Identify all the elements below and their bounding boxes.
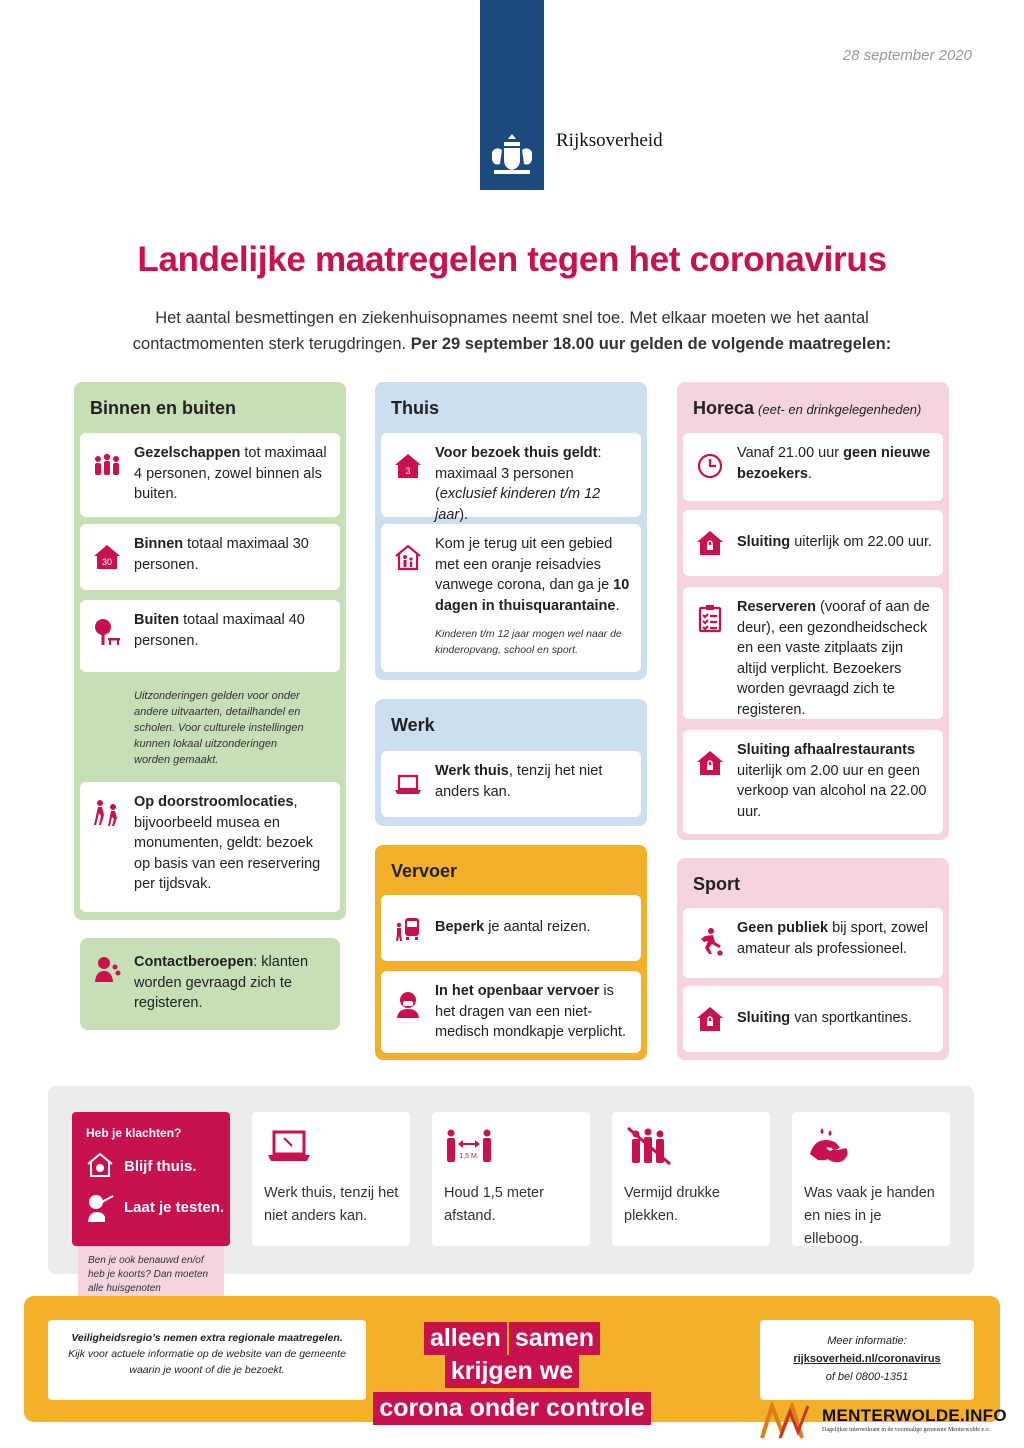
card-text-bold: Gezelschappen [134, 445, 241, 461]
card-text [435, 981, 631, 1043]
card-reserveren [683, 587, 943, 719]
slogan [358, 1322, 668, 1425]
horeca-subtitle: (eet- en drinkgelegenheden) [758, 402, 922, 417]
football-player-icon [695, 926, 725, 956]
intro-line-1: Het aantal besmettingen en ziekenhuisopnames neemt snel toe. Met elkaar moeten we het aantal [155, 309, 869, 327]
no-crowd-icon [624, 1126, 674, 1166]
card-geen-publiek [683, 908, 943, 978]
tip-afstand [432, 1112, 590, 1246]
card-geen-nieuwe-bezoekers [683, 433, 943, 501]
tree-bench-icon [92, 618, 122, 648]
card-text [435, 534, 631, 616]
info-phone: of bel 0800-1351 [825, 1371, 909, 1383]
card-text-bold: Buiten [134, 612, 180, 628]
card-sluiting-horeca [683, 510, 943, 576]
slogan-word: corona onder controle [373, 1392, 650, 1425]
crest-icon [486, 128, 538, 180]
card-text-rest: uiterlijk om 22.00 uur. [790, 534, 933, 550]
card-text [435, 443, 631, 525]
train-traveler-icon [393, 913, 423, 943]
intro-text [120, 305, 904, 357]
card-text-bold: In het openbaar vervoer [435, 983, 600, 999]
panel-title: Thuis [391, 398, 439, 418]
tip-text: Was vaak je handen en nies in je elleboog. [804, 1185, 935, 1247]
card-text [134, 443, 330, 505]
card-text-rest: Vanaf 21.00 uur [737, 445, 844, 461]
info-label: Meer informatie: [827, 1335, 907, 1347]
panel-sport [677, 858, 949, 1060]
card-text-rest: je aantal reizen. [484, 919, 591, 935]
card-text-bold: Contactberoepen [134, 954, 254, 970]
slogan-word: samen [509, 1322, 600, 1355]
card-text [737, 597, 933, 720]
tip-werk-thuis [252, 1112, 410, 1246]
card-text-bold: Geen publiek [737, 920, 829, 936]
panel-horeca [677, 382, 949, 840]
card-thuisquarantaine [381, 524, 641, 672]
card-text [737, 918, 933, 959]
card-text [435, 761, 631, 802]
footer-regional-text: Kijk voor actuele informatie op de website van de gemeente waarin je woont of die je bezoekt. [68, 1348, 346, 1376]
handwash-icon [804, 1126, 854, 1166]
card-text [134, 610, 330, 651]
panel-vervoer [375, 845, 647, 1060]
card-text-italic: exclusief kinderen t/m 12 jaar [435, 486, 601, 523]
card-text-rest: tot maximaal 4 personen, zowel binnen als buiten. [134, 445, 327, 502]
contactberoepen-text [134, 952, 334, 1014]
info-link[interactable]: rijksoverheid.nl/coronavirus [793, 1353, 941, 1365]
tip-text: Houd 1,5 meter afstand. [444, 1185, 544, 1224]
locked-house-icon [695, 528, 725, 558]
klachten-heading: Heb je klachten? [86, 1126, 182, 1140]
panel-title: Sport [693, 874, 740, 894]
card-text-rest: totaal maximaal 40 personen. [134, 612, 305, 649]
card-bezoek-thuis [381, 433, 641, 523]
card-text-bold: Beperk [435, 919, 485, 935]
laptop-icon [264, 1126, 314, 1166]
tip-text: Vermijd drukke plekken. [624, 1185, 720, 1224]
card-binnen [80, 524, 340, 590]
panel-title: Vervoer [391, 861, 458, 881]
card-text-end: . [615, 597, 620, 614]
card-beperk-reizen [381, 895, 641, 961]
social-distance-icon [444, 1126, 494, 1166]
slogan-word: krijgen we [445, 1355, 579, 1388]
card-text-rest: bij sport, zowel amateur als professioneel. [737, 920, 928, 957]
tip-text: Werk thuis, tenzij het niet anders kan. [264, 1185, 399, 1224]
hairdresser-icon [92, 954, 122, 984]
panel-thuis [375, 382, 647, 680]
face-mask-icon [393, 989, 423, 1019]
intro-line-2-bold: Per 29 september 18.00 uur gelden de volgende maatregelen: [410, 335, 892, 353]
walking-people-icon [92, 798, 122, 828]
tip-drukke-plekken [612, 1112, 770, 1246]
group-icon [92, 451, 122, 481]
card-text-rest: , bijvoorbeeld musea en monumenten, geldt: bezoek op basis van een reservering per tijdsvak. [134, 794, 321, 892]
card-text [737, 532, 933, 553]
card-text-end: ). [459, 506, 469, 523]
intro-line-2 [120, 331, 904, 357]
card-buiten [80, 600, 340, 672]
footer-regional-bold: Veiligheidsregio’s nemen extra regionale maatregelen. [71, 1332, 343, 1344]
card-text-rest: : klanten worden gevraagd zich te registeren. [134, 954, 309, 1011]
panel-binnen-buiten [74, 382, 346, 920]
card-text-rest: , tenzij het niet anders kan. [435, 763, 603, 800]
laptop-icon [393, 769, 423, 799]
panel-title: Binnen en buiten [90, 398, 236, 418]
card-text-bold: Binnen [134, 536, 184, 552]
card-text [134, 792, 330, 895]
intro-line-2-normal: contactmomenten sterk terugdringen. [132, 335, 411, 353]
house-30-icon [92, 542, 122, 572]
page-title: Landelijke maatregelen tegen het coronavirus [137, 240, 887, 279]
brand-name: Rijksoverheid [556, 130, 663, 151]
card-text-rest: uiterlijk om 2.00 uur en geen verkoop van alcohol na 22.00 uur. [737, 762, 927, 820]
card-text [737, 740, 933, 822]
panel-title [693, 398, 921, 419]
klachten-line1: Blijf thuis. [124, 1158, 197, 1175]
house-badge: 3 [405, 466, 411, 476]
klachten-note: Ben je ook benauwd en/of heb je koorts? Dan moeten alle huisgenoten [78, 1246, 224, 1308]
card-text-bold: Sluiting [737, 534, 791, 550]
card-text-bold: Voor bezoek thuis geldt [435, 445, 598, 461]
test-swab-icon [86, 1192, 114, 1222]
card-text-rest: Kom je terug uit een gebied met een oranje reisadvies vanwege corona, dan ga je [435, 536, 614, 593]
card-text [134, 534, 330, 575]
card-text-rest: van sportkantines. [790, 1010, 912, 1026]
footer-regional-box [48, 1320, 366, 1400]
locked-house-icon [695, 1004, 725, 1034]
exceptions-note: Uitzonderingen gelden voor onder andere uitvaarten, detailhandel en scholen. Voor culturele instellingen kunnen lokaal uitzonderingen worden gemaakt. [134, 690, 304, 766]
card-text-bold: geen nieuwe bezoekers [737, 445, 931, 482]
card-doorstroomlocaties [80, 782, 340, 912]
watermark-tagline: Dagelijkse internetkrant in de voormalige gemeente Menterwolde e.o. [822, 1427, 991, 1433]
tip-handen-wassen [792, 1112, 950, 1246]
slogan-word: alleen [424, 1322, 507, 1355]
card-text-bold: 10 dagen in thuisquarantaine [435, 577, 630, 614]
card-text-bold: Sluiting afhaalrestaurants [737, 742, 916, 758]
footer-info-box [760, 1320, 974, 1400]
card-openbaar-vervoer [381, 971, 641, 1053]
card-text-end: . [807, 465, 812, 482]
family-house-icon [393, 542, 423, 572]
card-text-bold: Werk thuis [435, 763, 509, 779]
horeca-title: Horeca [693, 398, 755, 418]
klachten-line2: Laat je testen. [124, 1199, 225, 1216]
clock-icon [695, 451, 725, 481]
klachten-box [72, 1112, 230, 1246]
panel-contactberoepen [80, 938, 340, 1030]
panel-werk [375, 699, 647, 826]
card-text [737, 443, 933, 484]
card-sportkantines [683, 986, 943, 1052]
distance-badge: 1,5 M. [459, 1153, 479, 1160]
watermark-logo [760, 1402, 1022, 1446]
house-badge: 30 [101, 557, 113, 567]
panel-title: Werk [391, 715, 435, 735]
clipboard-checklist-icon [695, 603, 725, 633]
card-text-rest: is het dragen van een niet-medisch mondkapje verplicht. [435, 983, 627, 1040]
mw-logo-icon [760, 1402, 816, 1442]
card-text-rest: (vooraf of aan de deur), een gezondheidscheck en een vaste zitplaats zijn altijd verplicht. Bezoekers worden gevraagd zich te registeren. [737, 599, 930, 718]
watermark-name: MENTERWOLDE.INFO [822, 1406, 1007, 1425]
card-note: Kinderen t/m 12 jaar mogen wel naar de kinderopvang, school en sport. [435, 628, 622, 656]
card-werk-thuis [381, 751, 641, 817]
card-text-bold: Sluiting [737, 1010, 791, 1026]
card-text [737, 1008, 933, 1029]
card-afhaalrestaurants [683, 730, 943, 834]
locked-house-icon [695, 748, 725, 778]
card-text-rest: totaal maximaal 30 personen. [134, 536, 309, 573]
card-text-bold: Reserveren [737, 599, 816, 615]
house-3-icon [393, 451, 423, 481]
card-text-rest: : maximaal 3 personen ( [435, 445, 602, 502]
publication-date: 28 september 2020 [842, 47, 972, 64]
card-text [435, 917, 631, 938]
card-text-bold: Op doorstroomlocaties [134, 794, 294, 810]
card-gezelschappen [80, 433, 340, 517]
sick-house-icon [86, 1152, 114, 1178]
